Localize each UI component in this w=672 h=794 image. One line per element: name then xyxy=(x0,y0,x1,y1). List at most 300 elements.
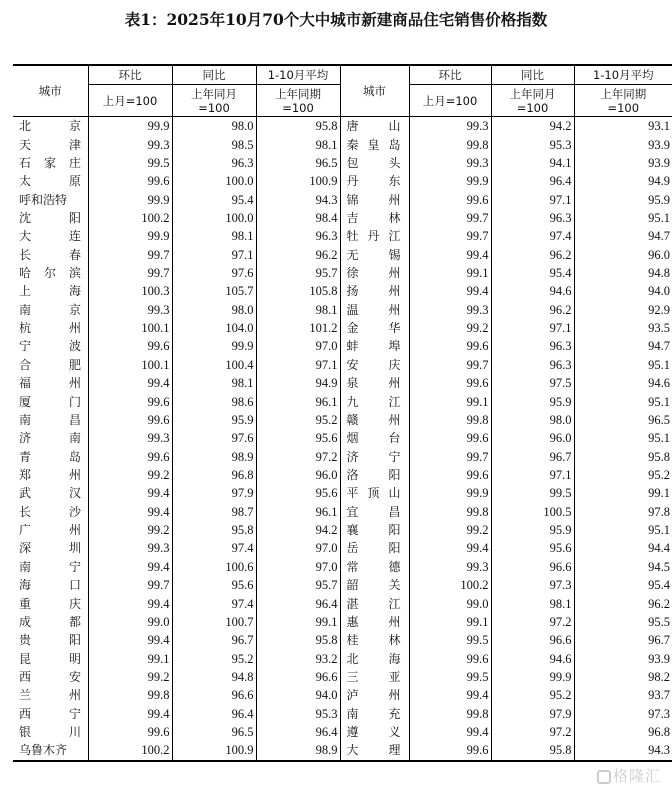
mom-value-left: 99.8 xyxy=(88,686,172,704)
avg-value-right: 95.8 xyxy=(574,447,672,465)
city-char: 西 xyxy=(19,706,32,721)
city-name-spread xyxy=(19,411,81,429)
yoy-value-left: 95.6 xyxy=(172,576,256,594)
city-name-spread xyxy=(19,356,81,374)
city-name-right xyxy=(340,558,409,576)
city-name-left xyxy=(13,246,88,264)
mom-value-left: 99.0 xyxy=(88,613,172,631)
yoy-value-left: 95.9 xyxy=(172,411,256,429)
avg-base-line1: 上年同期 xyxy=(600,86,647,101)
table-row xyxy=(13,558,672,576)
avg-value-right: 95.1 xyxy=(574,521,672,539)
city-name-spread xyxy=(19,484,81,502)
city-name-spread xyxy=(347,319,401,337)
mom-value-left: 99.4 xyxy=(88,705,172,723)
city-name-spread xyxy=(347,484,401,502)
avg-value-right: 98.2 xyxy=(574,668,672,686)
city-char: 理 xyxy=(388,743,401,758)
city-char: 都 xyxy=(68,614,81,629)
yoy-value-left: 98.5 xyxy=(172,135,256,153)
city-name-spread xyxy=(19,576,81,594)
avg-value-right: 96.0 xyxy=(574,246,672,264)
yoy-value-right: 94.6 xyxy=(491,649,574,667)
city-name-left xyxy=(13,209,88,227)
city-char: 山 xyxy=(388,486,401,501)
city-char: 常 xyxy=(346,559,359,574)
city-name-left xyxy=(13,411,88,429)
city-char: 鲁 xyxy=(31,743,44,758)
mom-value-right: 99.8 xyxy=(409,135,491,153)
city-char: 海 xyxy=(388,651,401,666)
city-char: 头 xyxy=(388,155,401,170)
avg-value-left: 96.1 xyxy=(256,392,340,410)
city-name-spread xyxy=(19,595,81,613)
avg-value-left: 94.2 xyxy=(256,521,340,539)
header-mom-left: 环比 xyxy=(88,65,172,85)
city-char: 州 xyxy=(388,266,401,281)
table-row xyxy=(13,337,672,355)
table-row xyxy=(13,392,672,410)
city-char: 安 xyxy=(68,669,81,684)
yoy-base-line2: =100 xyxy=(516,100,549,115)
mom-value-right: 99.4 xyxy=(409,246,491,264)
mom-value-right: 99.4 xyxy=(409,282,491,300)
city-name-left xyxy=(13,686,88,704)
city-char: 口 xyxy=(68,578,81,593)
table-row xyxy=(13,429,672,447)
avg-value-right: 93.9 xyxy=(574,154,672,172)
yoy-value-right: 95.9 xyxy=(491,521,574,539)
city-name-spread xyxy=(347,246,401,264)
mom-value-right: 100.2 xyxy=(409,576,491,594)
city-name-left xyxy=(13,576,88,594)
avg-value-right: 95.1 xyxy=(574,356,672,374)
city-name-spread xyxy=(347,466,401,484)
mom-value-left: 99.1 xyxy=(88,649,172,667)
city-name-right xyxy=(340,521,409,539)
avg-value-left: 97.1 xyxy=(256,356,340,374)
city-char: 大 xyxy=(346,743,359,758)
mom-value-right: 99.5 xyxy=(409,631,491,649)
city-name-spread xyxy=(19,503,81,521)
city-char: 长 xyxy=(19,504,32,519)
city-name-left xyxy=(13,264,88,282)
table-row xyxy=(13,154,672,172)
city-name-left xyxy=(13,337,88,355)
avg-value-right: 97.3 xyxy=(574,705,672,723)
city-char: 呼 xyxy=(19,192,32,207)
city-char: 北 xyxy=(346,651,359,666)
city-char: 天 xyxy=(19,137,32,152)
yoy-value-right: 96.3 xyxy=(491,356,574,374)
yoy-value-left: 97.6 xyxy=(172,429,256,447)
city-name-spread xyxy=(19,209,81,227)
city-char: 北 xyxy=(19,119,32,134)
avg-value-right: 96.8 xyxy=(574,723,672,741)
city-char: 唐 xyxy=(346,119,359,134)
mom-value-left: 99.7 xyxy=(88,264,172,282)
mom-value-right: 99.8 xyxy=(409,411,491,429)
city-name-spread xyxy=(19,319,81,337)
city-name-spread xyxy=(347,503,401,521)
table-row xyxy=(13,374,672,392)
city-name-spread xyxy=(19,650,81,668)
yoy-value-left: 98.7 xyxy=(172,503,256,521)
city-char: 青 xyxy=(19,449,32,464)
city-char: 肥 xyxy=(68,357,81,372)
yoy-value-right: 96.6 xyxy=(491,631,574,649)
city-char: 厦 xyxy=(19,394,32,409)
avg-value-right: 96.7 xyxy=(574,631,672,649)
city-name-left xyxy=(13,594,88,612)
mom-value-right: 99.1 xyxy=(409,392,491,410)
city-char: 州 xyxy=(68,523,81,538)
avg-value-right: 95.1 xyxy=(574,209,672,227)
mom-value-right: 99.8 xyxy=(409,503,491,521)
avg-value-left: 94.0 xyxy=(256,686,340,704)
avg-base-line2: =100 xyxy=(607,100,640,115)
yoy-value-right: 95.9 xyxy=(491,392,574,410)
city-name-left xyxy=(13,631,88,649)
yoy-value-left: 100.6 xyxy=(172,558,256,576)
city-name-spread xyxy=(347,301,401,319)
table-row xyxy=(13,503,672,521)
city-char: 岛 xyxy=(68,449,81,464)
city-char: 义 xyxy=(388,725,401,740)
city-name-right xyxy=(340,705,409,723)
city-char: 原 xyxy=(68,174,81,189)
yoy-value-left: 95.8 xyxy=(172,521,256,539)
yoy-value-right: 97.1 xyxy=(491,190,574,208)
avg-value-right: 93.5 xyxy=(574,319,672,337)
city-char: 兰 xyxy=(19,688,32,703)
yoy-value-left: 100.4 xyxy=(172,356,256,374)
city-name-spread xyxy=(19,282,81,300)
city-name-right xyxy=(340,282,409,300)
table-row xyxy=(13,705,672,723)
table-row xyxy=(13,282,672,300)
yoy-value-right: 97.1 xyxy=(491,466,574,484)
mom-value-left: 99.5 xyxy=(88,154,172,172)
city-name-spread xyxy=(347,521,401,539)
city-char: 昌 xyxy=(68,412,81,427)
city-name-spread xyxy=(347,686,401,704)
mom-value-right: 99.6 xyxy=(409,466,491,484)
table-row xyxy=(13,190,672,208)
city-char: 宁 xyxy=(68,706,81,721)
city-name-spread xyxy=(347,429,401,447)
mom-value-left: 99.9 xyxy=(88,190,172,208)
mom-value-left: 99.6 xyxy=(88,392,172,410)
city-char: 蚌 xyxy=(346,339,359,354)
avg-value-left: 97.2 xyxy=(256,447,340,465)
avg-value-left: 95.6 xyxy=(256,429,340,447)
city-name-spread xyxy=(347,631,401,649)
table-row xyxy=(13,117,672,136)
city-char: 华 xyxy=(388,321,401,336)
avg-value-left: 98.1 xyxy=(256,135,340,153)
header-avg-base-right xyxy=(574,85,672,117)
city-name-right xyxy=(340,135,409,153)
yoy-value-left: 97.1 xyxy=(172,246,256,264)
city-char: 无 xyxy=(346,247,359,262)
city-char: 大 xyxy=(19,229,32,244)
mom-value-right: 99.6 xyxy=(409,429,491,447)
mom-value-right: 99.7 xyxy=(409,227,491,245)
mom-value-left: 99.4 xyxy=(88,631,172,649)
yoy-value-left: 98.0 xyxy=(172,301,256,319)
city-char: 合 xyxy=(19,357,32,372)
city-name-spread xyxy=(347,539,401,557)
avg-value-left: 96.3 xyxy=(256,227,340,245)
city-char: 家 xyxy=(43,155,56,170)
table-body xyxy=(13,117,672,761)
city-name-spread xyxy=(347,227,401,245)
yoy-value-right: 97.9 xyxy=(491,705,574,723)
table-row xyxy=(13,723,672,741)
mom-value-left: 100.2 xyxy=(88,209,172,227)
avg-value-left: 96.6 xyxy=(256,668,340,686)
header-city-left: 城市 xyxy=(13,65,88,117)
mom-value-left: 99.6 xyxy=(88,172,172,190)
mom-value-right: 99.7 xyxy=(409,447,491,465)
city-char: 庆 xyxy=(68,596,81,611)
mom-value-right: 99.6 xyxy=(409,337,491,355)
city-name-spread xyxy=(347,337,401,355)
city-char: 重 xyxy=(19,596,32,611)
mom-value-left: 99.2 xyxy=(88,521,172,539)
avg-value-right: 93.9 xyxy=(574,135,672,153)
mom-value-right: 99.2 xyxy=(409,319,491,337)
avg-value-right: 93.9 xyxy=(574,649,672,667)
city-char: 尔 xyxy=(43,266,56,281)
city-char: 银 xyxy=(19,725,32,740)
city-name-right xyxy=(340,172,409,190)
city-char: 亚 xyxy=(388,669,401,684)
mom-value-right: 99.8 xyxy=(409,705,491,723)
mom-value-right: 99.6 xyxy=(409,374,491,392)
avg-value-left: 95.7 xyxy=(256,264,340,282)
table-row xyxy=(13,484,672,502)
city-char: 沙 xyxy=(68,504,81,519)
city-char: 齐 xyxy=(55,743,68,758)
avg-value-right: 96.2 xyxy=(574,594,672,612)
table-row xyxy=(13,411,672,429)
city-name-right xyxy=(340,117,409,136)
table-row xyxy=(13,319,672,337)
city-name-left xyxy=(13,227,88,245)
table-row xyxy=(13,466,672,484)
city-char: 烟 xyxy=(346,431,359,446)
city-char: 川 xyxy=(68,725,81,740)
yoy-value-right: 95.2 xyxy=(491,686,574,704)
mom-value-left: 99.7 xyxy=(88,576,172,594)
avg-value-left: 100.9 xyxy=(256,172,340,190)
city-char: 台 xyxy=(388,431,401,446)
city-char: 泸 xyxy=(346,688,359,703)
table-row xyxy=(13,447,672,465)
avg-value-right: 95.1 xyxy=(574,392,672,410)
yoy-value-right: 96.0 xyxy=(491,429,574,447)
city-char: 吉 xyxy=(346,210,359,225)
header-avg-right: 1-10月平均 xyxy=(574,65,672,85)
avg-value-left: 96.0 xyxy=(256,466,340,484)
city-name-right xyxy=(340,631,409,649)
city-name-left xyxy=(13,447,88,465)
avg-value-left: 96.5 xyxy=(256,154,340,172)
city-name-spread xyxy=(347,374,401,392)
city-char: 特 xyxy=(55,192,68,207)
mom-value-right: 99.4 xyxy=(409,539,491,557)
mom-value-left: 99.3 xyxy=(88,539,172,557)
table-row xyxy=(13,594,672,612)
city-char: 州 xyxy=(388,284,401,299)
city-char: 汉 xyxy=(68,486,81,501)
mom-value-right: 99.5 xyxy=(409,668,491,686)
yoy-value-left: 97.4 xyxy=(172,594,256,612)
avg-value-left: 94.9 xyxy=(256,374,340,392)
mom-value-left: 99.6 xyxy=(88,411,172,429)
city-char: 波 xyxy=(68,339,81,354)
city-name-left xyxy=(13,319,88,337)
avg-value-left: 96.1 xyxy=(256,503,340,521)
city-name-spread xyxy=(19,227,81,245)
city-char: 桂 xyxy=(346,633,359,648)
mom-value-right: 99.6 xyxy=(409,649,491,667)
table-row xyxy=(13,301,672,319)
city-name-right xyxy=(340,539,409,557)
avg-value-right: 95.9 xyxy=(574,190,672,208)
city-name-left xyxy=(13,154,88,172)
yoy-value-right: 94.2 xyxy=(491,117,574,136)
header-avg-left: 1-10月平均 xyxy=(256,65,340,85)
city-name-right xyxy=(340,374,409,392)
city-name-spread xyxy=(347,411,401,429)
city-name-left xyxy=(13,117,88,136)
city-char: 徐 xyxy=(346,266,359,281)
yoy-base-line1: 上年同月 xyxy=(509,86,556,101)
yoy-value-right: 96.3 xyxy=(491,337,574,355)
city-name-left xyxy=(13,429,88,447)
avg-value-left: 101.2 xyxy=(256,319,340,337)
city-name-left xyxy=(13,741,88,760)
yoy-value-left: 105.7 xyxy=(172,282,256,300)
yoy-value-left: 100.0 xyxy=(172,172,256,190)
city-char: 福 xyxy=(19,376,32,391)
avg-value-left: 95.8 xyxy=(256,631,340,649)
yoy-value-left: 95.4 xyxy=(172,190,256,208)
avg-value-right: 95.5 xyxy=(574,613,672,631)
yoy-value-right: 96.4 xyxy=(491,172,574,190)
city-char: 宁 xyxy=(388,449,401,464)
yoy-value-left: 98.6 xyxy=(172,392,256,410)
city-name-spread xyxy=(19,246,81,264)
city-char: 赣 xyxy=(346,412,359,427)
city-char: 州 xyxy=(388,302,401,317)
city-char: 秦 xyxy=(346,137,359,152)
avg-value-right: 94.8 xyxy=(574,264,672,282)
yoy-value-left: 94.8 xyxy=(172,668,256,686)
city-char: 杭 xyxy=(19,321,32,336)
city-name-right xyxy=(340,392,409,410)
yoy-value-right: 96.2 xyxy=(491,301,574,319)
mom-value-right: 99.1 xyxy=(409,264,491,282)
city-char: 成 xyxy=(19,614,32,629)
mom-value-left: 99.4 xyxy=(88,374,172,392)
city-name-spread xyxy=(19,264,81,282)
city-char: 江 xyxy=(388,596,401,611)
avg-value-right: 94.0 xyxy=(574,282,672,300)
avg-value-left: 97.0 xyxy=(256,337,340,355)
avg-value-right: 96.5 xyxy=(574,411,672,429)
city-char: 阳 xyxy=(388,541,401,556)
table-row xyxy=(13,539,672,557)
yoy-value-right: 97.5 xyxy=(491,374,574,392)
table-row xyxy=(13,741,672,760)
mom-value-right: 99.0 xyxy=(409,594,491,612)
city-name-spread xyxy=(19,337,81,355)
avg-value-right: 99.1 xyxy=(574,484,672,502)
avg-value-right: 93.7 xyxy=(574,686,672,704)
yoy-value-right: 97.3 xyxy=(491,576,574,594)
city-char: 州 xyxy=(388,614,401,629)
mom-value-right: 99.4 xyxy=(409,686,491,704)
header-mom-base-right xyxy=(409,85,491,117)
city-char: 明 xyxy=(68,651,81,666)
city-char: 京 xyxy=(68,302,81,317)
yoy-value-right: 96.6 xyxy=(491,558,574,576)
mom-value-left: 99.9 xyxy=(88,117,172,136)
yoy-value-left: 97.4 xyxy=(172,539,256,557)
city-char: 襄 xyxy=(346,523,359,538)
avg-value-right: 94.7 xyxy=(574,337,672,355)
city-char: 海 xyxy=(68,284,81,299)
city-char: 乌 xyxy=(19,743,32,758)
mom-value-left: 99.4 xyxy=(88,558,172,576)
city-name-spread xyxy=(19,723,81,741)
city-char: 安 xyxy=(346,357,359,372)
city-name-right xyxy=(340,723,409,741)
city-char: 宁 xyxy=(19,339,32,354)
city-name-left xyxy=(13,723,88,741)
city-char: 湛 xyxy=(346,596,359,611)
city-name-right xyxy=(340,466,409,484)
avg-value-left: 97.0 xyxy=(256,539,340,557)
table-row xyxy=(13,264,672,282)
city-name-spread xyxy=(19,374,81,392)
mom-value-left: 99.2 xyxy=(88,466,172,484)
city-name-spread xyxy=(19,393,81,411)
gelonghui-logo-icon xyxy=(597,770,611,784)
mom-value-left: 99.9 xyxy=(88,227,172,245)
city-char: 济 xyxy=(19,431,32,446)
yoy-value-left: 97.9 xyxy=(172,484,256,502)
city-char: 韶 xyxy=(346,578,359,593)
city-name-left xyxy=(13,356,88,374)
city-name-right xyxy=(340,447,409,465)
city-char: 州 xyxy=(68,468,81,482)
city-char: 深 xyxy=(19,541,32,556)
avg-value-left: 95.2 xyxy=(256,411,340,429)
yoy-value-left: 98.1 xyxy=(172,374,256,392)
table-row xyxy=(13,521,672,539)
yoy-value-left: 96.4 xyxy=(172,705,256,723)
avg-value-left: 98.4 xyxy=(256,209,340,227)
yoy-value-right: 97.2 xyxy=(491,613,574,631)
table-row xyxy=(13,576,672,594)
city-char: 林 xyxy=(388,633,401,648)
price-index-table xyxy=(13,64,672,762)
